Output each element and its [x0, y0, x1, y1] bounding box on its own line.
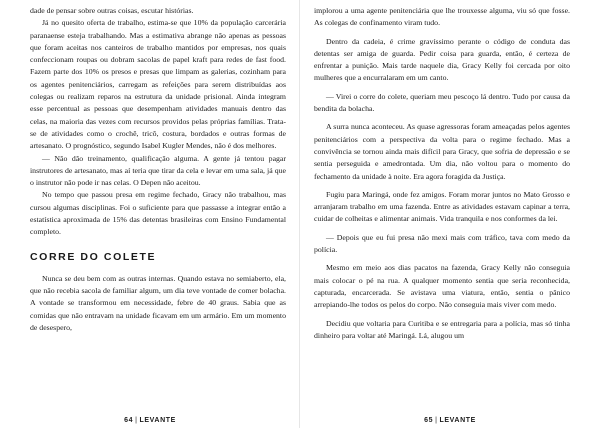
section-title: CORRE DO COLETE: [30, 250, 157, 263]
paragraph: No tempo que passou presa em regime fechado, Gracy não trabalhou, mas cursou algumas disciplinas. Foi o suficiente para que passasse a integrar então a estatística aproximada de 15% das detentas brasileiras com Ensino Fundamental completo.: [30, 190, 286, 237]
paragraph: Dentro da cadeia, é crime gravíssimo perante o código de conduta das detentas ser amiga de guarda. Pedir coisa para guarda, então, é certeza de enfrentar a punição. Mais tarde naquele dia, Gracy Kelly foi cercada por oito mulheres que a encurralaram em um canto.: [314, 36, 570, 83]
running-title: LEVANTE: [439, 417, 476, 424]
page-footer: [0, 417, 300, 424]
folio-separator: |: [435, 417, 438, 424]
dialogue-paragraph: — Virei o corre do colete, queriam meu pescoço lá dentro. Tudo por causa da bendita da bolacha.: [314, 91, 570, 114]
paragraph: Já no quesito oferta de trabalho, estima-se que 10% da população carcerária paranaense esteja trabalhando. Mas a estimativa abrange não apenas as pessoas que foram aceitas nos canteiros de trabalho mantidos por empresas, nos quais confeccionam roupas ou dobram sacolas de papel kraft para redes de fast food. Fazem parte dos 10% os presos e presas que limpam as galerias, cozinham para os agentes penitenciários, carregam as refeições para serem distribuídas aos colegas ou realizam reparos na estrutura da unidade prisional. Ainda integram esse percentual as pessoas que desempenham atividades manuais dentro das celas, na maioria das vezes com recursos providos pelas próprias famílias. Trata-se de atividades como o crochê, tricô, costura, bordados e outras formas de artesanato. O prognóstico, segundo Isabel Kugler Mendes, não é dos melhores.: [30, 18, 286, 151]
paragraph: Fugiu para Maringá, onde fez amigos. Foram morar juntos no Mato Grosso e arranjaram trabalho em uma fazenda. Entre as atividades estavam capinar a terra, cuidar de colheitas e alimentar animais. Vida tranquila e nos conformes da lei.: [314, 189, 570, 224]
paragraph: dade de pensar sobre outras coisas, escutar histórias.: [30, 6, 194, 15]
paragraph: A surra nunca aconteceu. As quase agressoras foram ameaçadas pelos agentes penitenciários com a perspectiva da volta para o regime fechado. Mas a convivência se tornou ainda mais difícil para Gracy, que sofria de depressão e se sentia perseguida e amedrontada. Um dia, não voltou para o momento do fechamento da unidade à noite. Era agora foragida da Justiça.: [314, 122, 570, 181]
page-footer: [300, 417, 600, 424]
page-number: 64: [124, 417, 134, 424]
folio-separator: |: [135, 417, 138, 424]
paragraph: Decidiu que voltaria para Curitiba e se entregaria para a polícia, mas só tinha dinheiro para voltar até Maringá. Lá, alugou um: [314, 318, 570, 340]
page-number: 65: [424, 417, 434, 424]
paragraph: implorou a uma agente penitenciária que lhe trouxesse alguma, viu só que fosse. As colegas de confinamento viram tudo.: [314, 6, 570, 28]
running-title: LEVANTE: [139, 417, 176, 424]
paragraph: Mesmo em meio aos dias pacatos na fazenda, Gracy Kelly não conseguia mais colocar o pé na rua. A qualquer momento sentia que seria reconhecida, capturada, encarcerada. Se avistava uma viatura, então, sentia o pânico arrepiando-lhe todos os pelos do corpo. Não conseguia mais viver com medo.: [314, 263, 570, 310]
right-page: [300, 0, 600, 428]
paragraph: Nunca se deu bem com as outras internas. Quando estava no semiaberto, ela, que não recebia sacola de familiar algum, um dia teve vontade de comer bolacha. A vontade se transformou em necessidade, febre de 40 graus. Sabia que as comidas que não entravam na unidade ficavam em um armário. Em um momento de desespero,: [30, 273, 286, 332]
dialogue-paragraph: — Depois que eu fui presa não mexi mais com tráfico, tava com medo da polícia.: [314, 232, 570, 255]
dialogue-paragraph: — Não dão treinamento, qualificação alguma. A gente já tentou pagar instrutores de artesanato, mas aí teria que tirar da cela e levar em uma sala, já que o instrutor não pode ir nas celas. O Depen não aceitou.: [30, 153, 286, 188]
